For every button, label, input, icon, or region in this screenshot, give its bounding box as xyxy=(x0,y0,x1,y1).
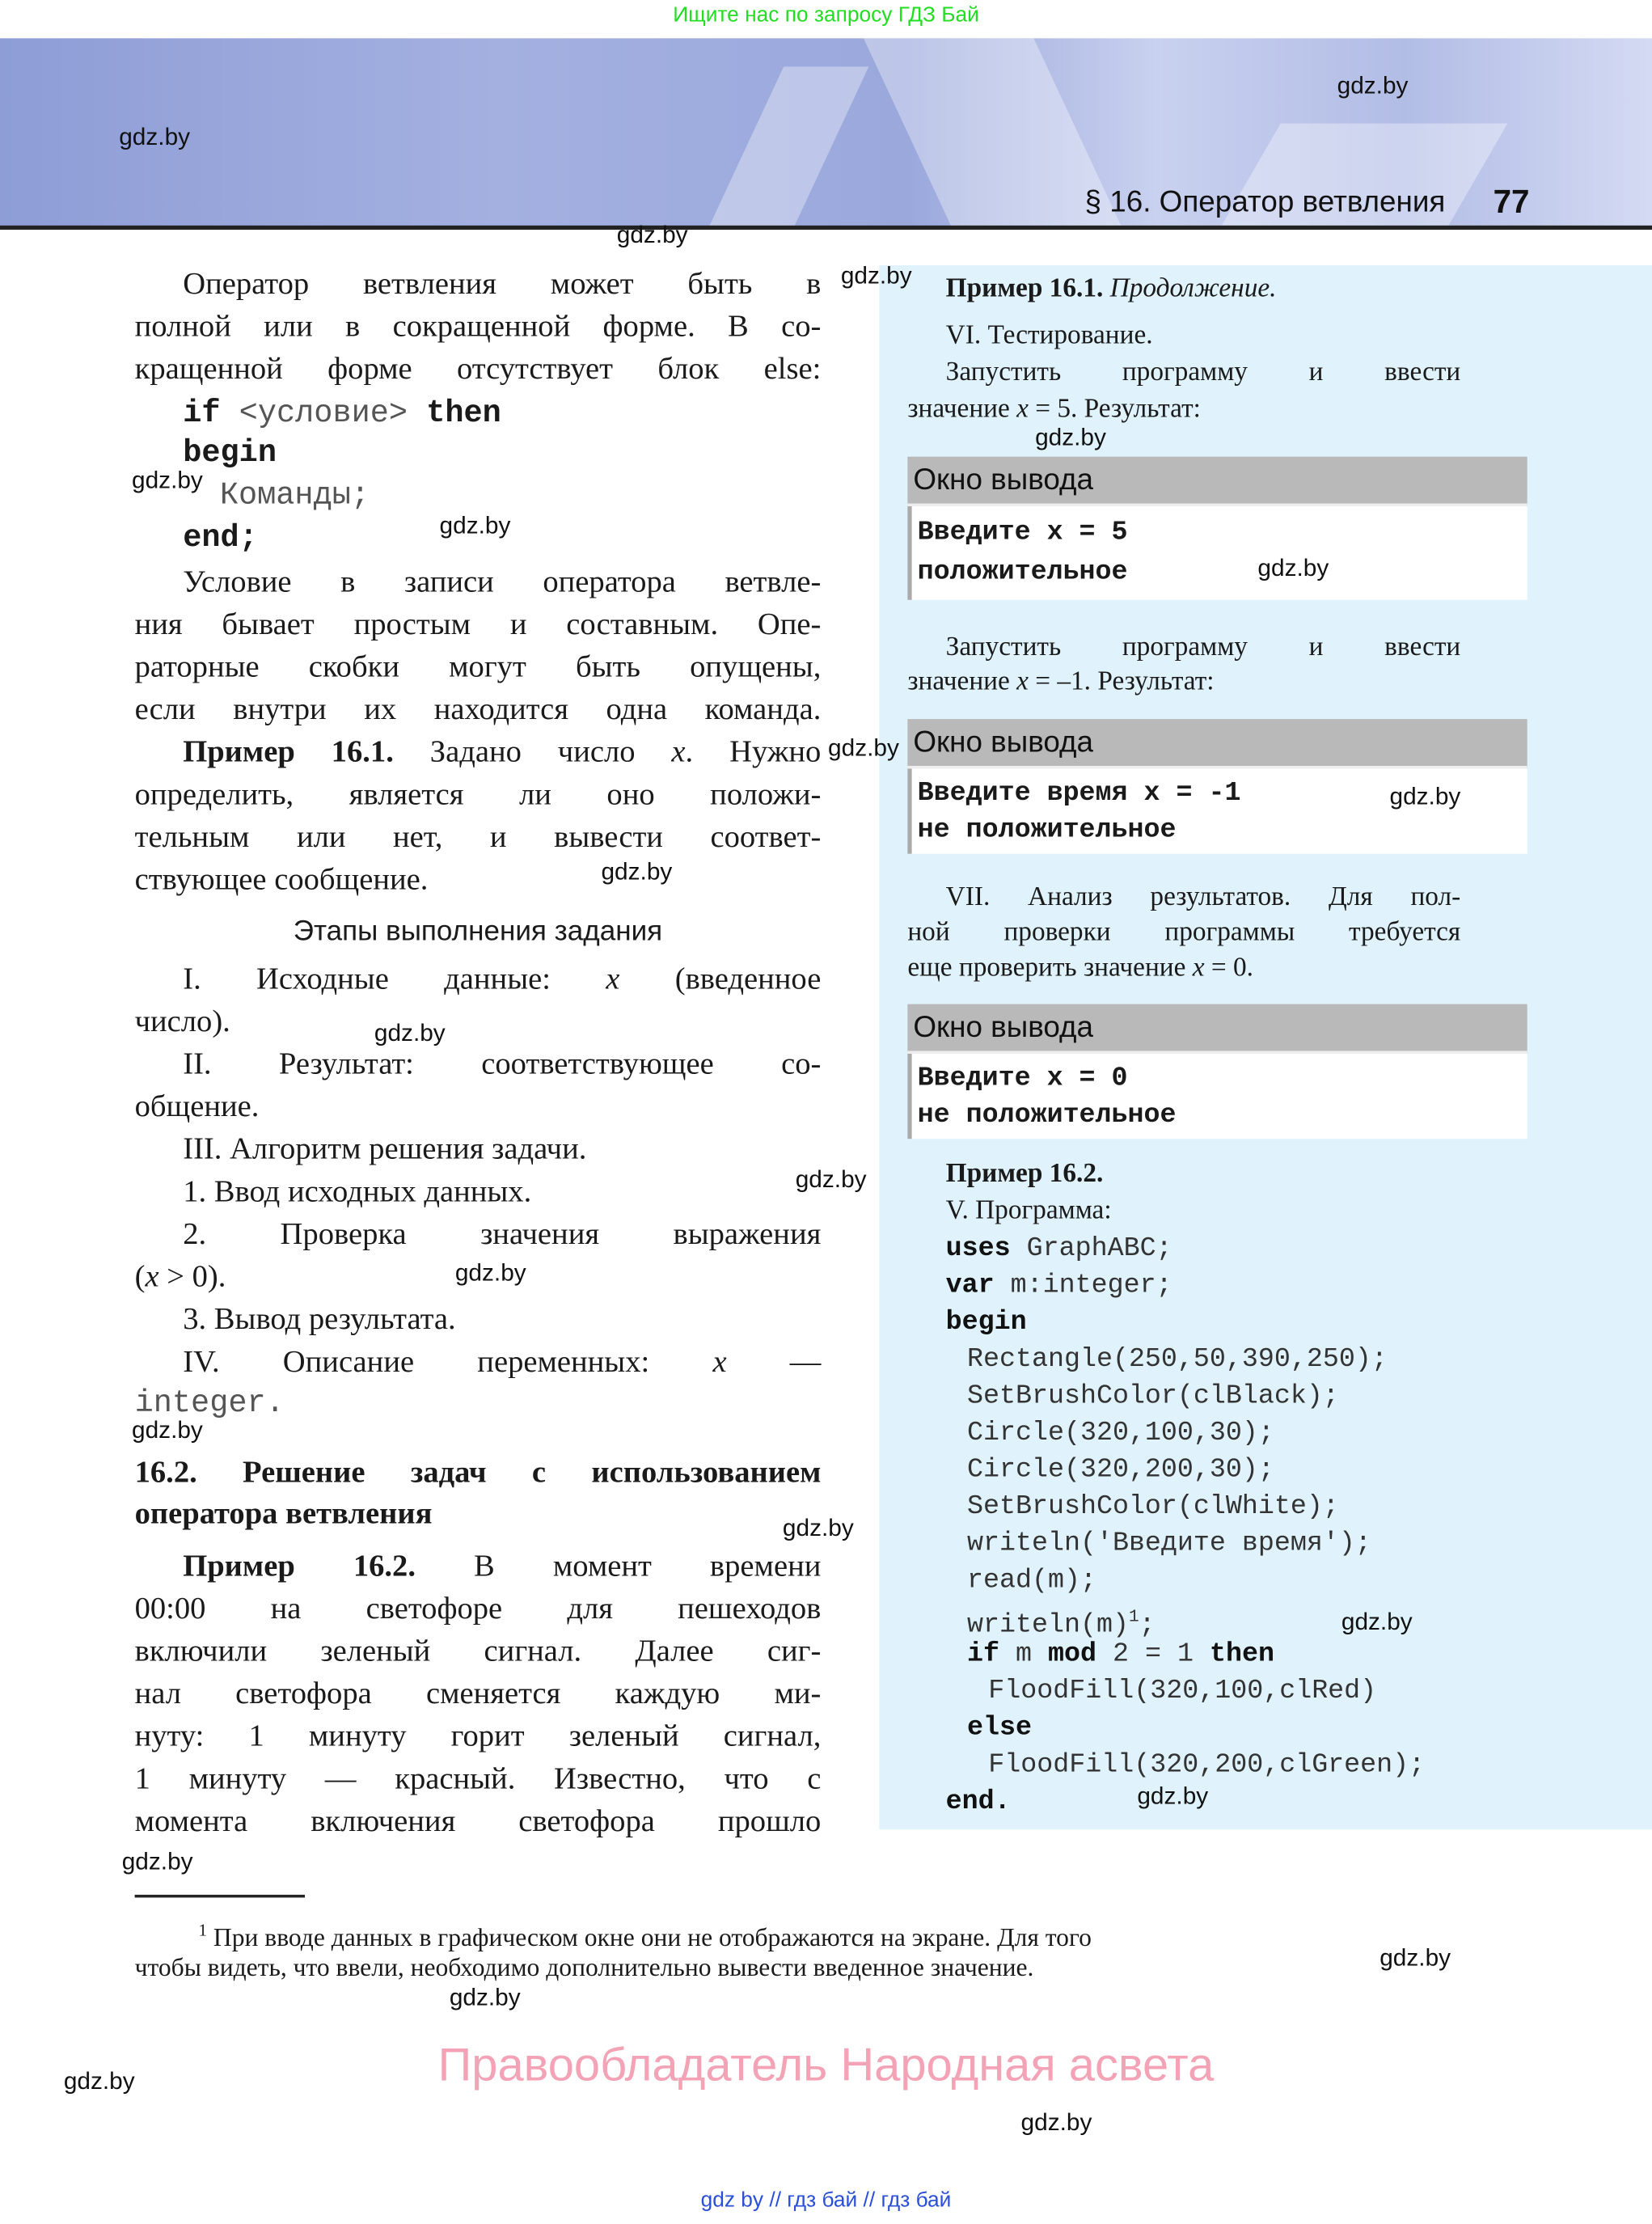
watermark: gdz.by xyxy=(1035,424,1106,451)
text-line: полной или в сокращенной форме. В со- xyxy=(134,307,822,344)
watermark: gdz.by xyxy=(374,1019,446,1047)
code-line: SetBrushColor(clWhite); xyxy=(966,1490,1339,1522)
output-window-title: Окно вывода xyxy=(907,719,1527,768)
watermark: gdz.by xyxy=(601,857,673,886)
text-line: IV. Описание переменных: x — xyxy=(183,1342,822,1379)
output-window-title: Окно вывода xyxy=(907,457,1527,506)
text-line: еще проверить значение x = 0. xyxy=(907,953,1253,983)
code-line: if <условие> then xyxy=(183,395,501,432)
text-line: нал светофора сменяется каждую ми- xyxy=(134,1675,822,1710)
text-line: I. Исходные данные: x (введенное xyxy=(183,960,822,996)
watermark: gdz.by xyxy=(1337,72,1409,99)
code-line: else xyxy=(966,1711,1032,1744)
text-line: включили зеленый сигнал. Далее сиг- xyxy=(134,1632,822,1668)
text-line: Пример 16.2. В момент времени xyxy=(183,1547,822,1583)
output-line: не положительное xyxy=(917,1099,1177,1131)
watermark: gdz.by xyxy=(1389,783,1461,810)
text-line: ной проверки программы требуется xyxy=(907,917,1461,948)
text-line: момента включения светофора прошло xyxy=(134,1802,822,1838)
text-line: число). xyxy=(134,1002,230,1038)
code-line: uses GraphABC; xyxy=(945,1232,1172,1264)
text-line: нуту: 1 минуту горит зеленый сигнал, xyxy=(134,1717,822,1753)
code-line: Circle(320,200,30); xyxy=(966,1453,1274,1486)
text-line: Запустить программу и ввести xyxy=(945,632,1461,662)
text-line: VI. Тестирование. xyxy=(945,320,1153,351)
code-line: writeln('Введите время'); xyxy=(966,1527,1371,1559)
watermark: gdz.by xyxy=(840,262,912,290)
code-line: end. xyxy=(945,1785,1011,1817)
text-line: Запустить программу и ввести xyxy=(945,357,1461,387)
copyright-notice: Правообладатель Народная асвета xyxy=(437,2037,1215,2091)
watermark: gdz.by xyxy=(121,1848,193,1875)
output-window xyxy=(907,1004,1527,1139)
section-title: § 16. Оператор ветвления xyxy=(1084,185,1446,219)
code-line: read(m); xyxy=(966,1564,1096,1596)
watermark: gdz.by xyxy=(1379,1944,1451,1972)
code-line: Команды; xyxy=(219,477,370,514)
panel-heading: Пример 16.2. xyxy=(945,1158,1104,1189)
text-line: integer. xyxy=(134,1385,285,1422)
output-line: Введите время x = -1 xyxy=(917,777,1241,809)
text-line: значение x = 5. Результат: xyxy=(907,394,1201,425)
watermark: gdz.by xyxy=(439,512,511,539)
text-line: VII. Анализ результатов. Для пол- xyxy=(945,882,1461,912)
watermark: gdz.by xyxy=(63,2067,135,2095)
watermark: gdz.by xyxy=(782,1514,854,1542)
subsection-heading: оператора ветвления xyxy=(134,1495,433,1531)
text-line: определить, является ли оно положи- xyxy=(134,776,822,812)
watermark: gdz.by xyxy=(1137,1782,1209,1810)
text-line: тельным или нет, и вывести соответ- xyxy=(134,818,822,854)
output-window xyxy=(907,457,1527,600)
text-line: Условие в записи оператора ветвле- xyxy=(183,563,822,599)
panel-heading: Пример 16.1. Продолжение. xyxy=(945,273,1277,304)
header-divider xyxy=(0,226,1652,230)
text-line: ствующее сообщение. xyxy=(134,860,429,897)
code-line: begin xyxy=(183,435,277,471)
code-line: SetBrushColor(clBlack); xyxy=(966,1380,1339,1411)
code-line: Circle(320,100,30); xyxy=(966,1416,1274,1448)
code-line: end; xyxy=(183,520,258,556)
text-line: 1 минуту — красный. Известно, что с xyxy=(134,1760,822,1796)
code-line: Rectangle(250,50,390,250); xyxy=(966,1342,1388,1375)
text-line: 00:00 на светофоре для пешеходов xyxy=(134,1589,822,1626)
text-line: (x > 0). xyxy=(134,1258,226,1294)
watermark: gdz.by xyxy=(449,1984,521,2011)
output-line: положительное xyxy=(917,556,1128,588)
subsection-heading: 16.2. Решение задач с использованием xyxy=(134,1453,822,1490)
text-line: Пример 16.1. Задано число x. Нужно xyxy=(183,733,822,769)
text-line: 3. Вывод результата. xyxy=(183,1300,456,1336)
text-line: Оператор ветвления может быть в xyxy=(183,264,822,301)
text-line: V. Программа: xyxy=(945,1195,1112,1226)
watermark: gdz.by xyxy=(616,221,688,248)
example-label: Пример 16.1. xyxy=(183,733,394,769)
text-line: II. Результат: соответствующее со- xyxy=(183,1045,822,1081)
search-hint: Ищите нас по запросу ГДЗ Бай xyxy=(673,2,979,27)
text-line: III. Алгоритм решения задачи. xyxy=(183,1130,587,1166)
watermark: gdz.by xyxy=(454,1259,526,1287)
watermark: gdz.by xyxy=(1257,554,1329,581)
watermark: gdz.by xyxy=(795,1165,867,1193)
code-line: FloodFill(320,100,clRed) xyxy=(988,1675,1377,1706)
watermark: gdz.by xyxy=(132,466,203,494)
code-line: FloodFill(320,200,clGreen); xyxy=(988,1748,1426,1780)
text-line: 1. Ввод исходных данных. xyxy=(183,1173,532,1209)
footnote-line: чтобы видеть, что ввели, необходимо дополнительно вывести введенное значение. xyxy=(134,1952,1034,1981)
text-line: значение x = –1. Результат: xyxy=(907,666,1215,697)
text-line: ния бывает простым и составным. Опе- xyxy=(134,605,822,641)
code-line: begin xyxy=(945,1306,1027,1338)
code-line: if m mod 2 = 1 then xyxy=(966,1638,1274,1670)
watermark: gdz.by xyxy=(119,123,191,150)
stages-title: Этапы выполнения задания xyxy=(293,915,663,948)
output-window-title: Окно вывода xyxy=(907,1004,1527,1054)
text-line: 2. Проверка значения выражения xyxy=(183,1215,822,1251)
output-line: Введите x = 0 xyxy=(917,1062,1128,1094)
watermark: gdz.by xyxy=(1341,1608,1413,1635)
watermark: gdz.by xyxy=(828,734,899,762)
watermark: gdz.by xyxy=(1020,2108,1092,2136)
watermark: gdz.by xyxy=(132,1416,203,1444)
footnote-line: $^1$ При вводе данных в графическом окне они не отображаются на экране. Для того xyxy=(198,1920,1092,1952)
page-number: 77 xyxy=(1493,183,1530,220)
example-label: Пример 16.2. xyxy=(183,1547,416,1583)
text-line: общение. xyxy=(134,1088,260,1123)
code-line: var m:integer; xyxy=(945,1269,1172,1301)
code-line: $writeln(m)^1$; xyxy=(966,1606,1156,1640)
footnote-divider xyxy=(135,1895,305,1898)
output-line: не положительное xyxy=(917,814,1177,846)
output-line: Введите x = 5 xyxy=(917,516,1128,548)
bottom-links[interactable]: gdz by // гдз бай // гдз бай xyxy=(700,2188,952,2213)
text-line: кращенной форме отсутствует блок else: xyxy=(134,350,822,386)
text-line: если внутри их находится одна команда. xyxy=(134,691,822,726)
text-line: раторные скобки могут быть опущены, xyxy=(134,648,822,684)
footnote-ref: 1 xyxy=(1128,1606,1139,1627)
